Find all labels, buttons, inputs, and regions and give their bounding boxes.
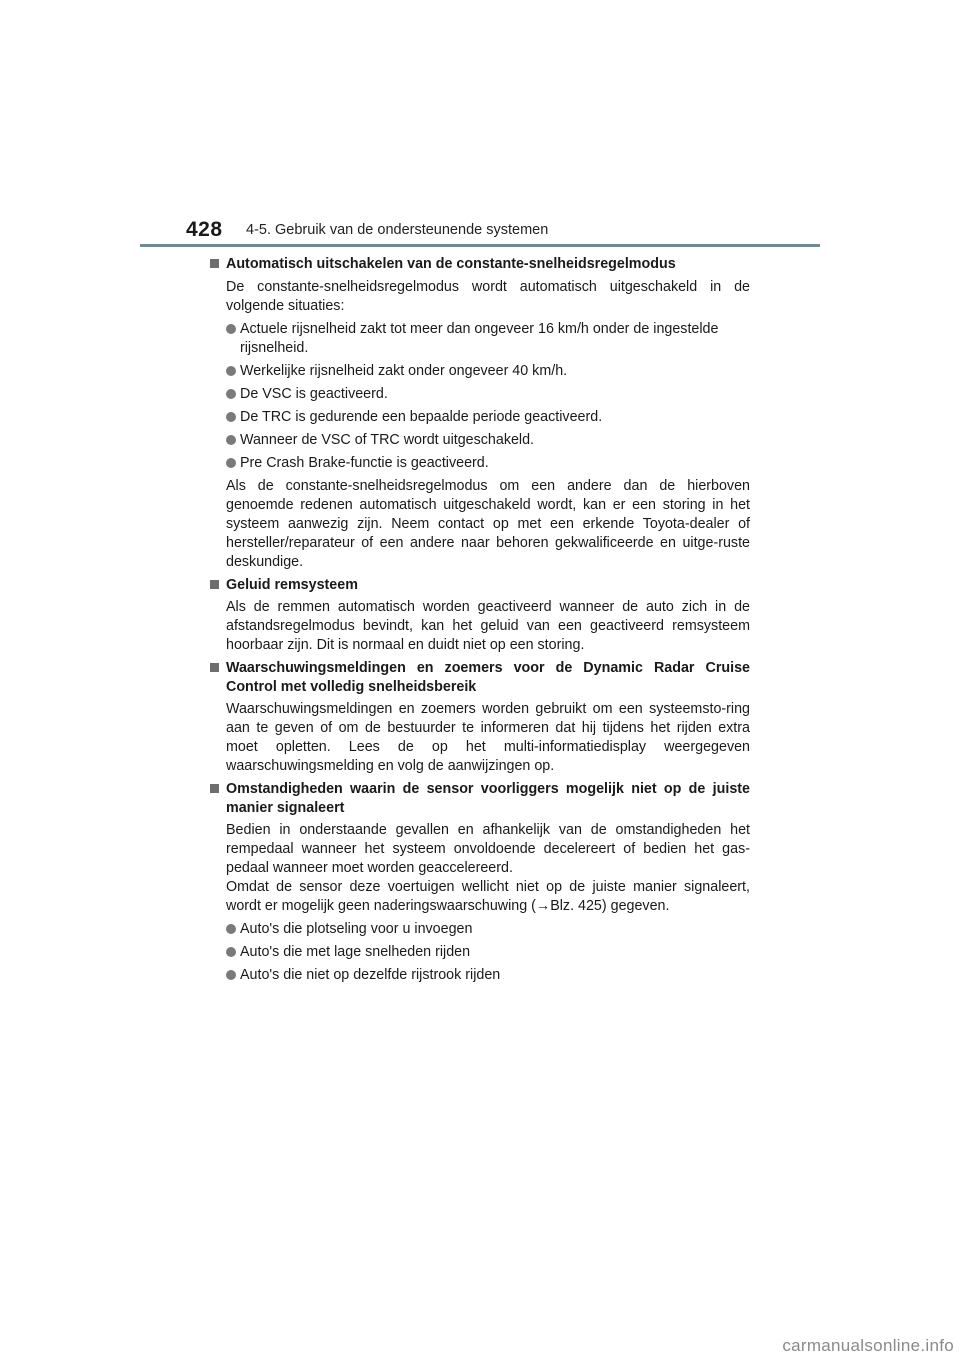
list-item: [210, 431, 750, 450]
section-heading-text: Automatisch uitschakelen van de constante-snelheidsregelmodus: [226, 256, 676, 272]
section-heading-text: Geluid remsysteem: [226, 576, 358, 593]
list-item: [210, 454, 750, 473]
list-item: [210, 966, 750, 985]
list-item: [210, 320, 750, 358]
section-heading-text: Waarschuwingsmeldingen en zoemers voor de Dynamic Radar Cruise Control met volledig snelheidsbereik: [226, 660, 750, 695]
bullet-dot-icon: [226, 389, 236, 399]
bullet-dot-icon: [226, 412, 236, 422]
square-bullet-icon: [210, 784, 219, 793]
page-content: [210, 255, 750, 989]
square-bullet-icon: [210, 580, 219, 589]
list-item: [210, 408, 750, 427]
list-item-text: Wanneer de VSC of TRC wordt uitgeschakeld.: [240, 431, 535, 448]
section-heading: [210, 780, 750, 817]
paragraph: Bedien in onderstaande gevallen en afhankelijk van de omstandigheden het rempedaal wanneer het systeem onvoldoende decelereert of bedien het gas-pedaal wanneer moet worden geaccelereerd.: [226, 822, 750, 876]
bullet-dot-icon: [226, 366, 236, 376]
section-warnings: [210, 659, 750, 776]
section-heading-text: Omstandigheden waarin de sensor voorliggers mogelijk niet op de juiste manier signaleert: [226, 781, 750, 816]
list-item: [210, 385, 750, 404]
list-item-text: De TRC is gedurende een bepaalde periode geactiveerd.: [240, 408, 603, 425]
bullet-dot-icon: [226, 324, 236, 334]
bullet-dot-icon: [226, 924, 236, 934]
section-heading: [210, 576, 750, 595]
section-title: 4-5. Gebruik van de ondersteunende systemen: [246, 222, 549, 238]
section-heading: [210, 659, 750, 696]
page-number: 428: [186, 218, 223, 241]
bullet-dot-icon: [226, 458, 236, 468]
section-brake-sound: [210, 576, 750, 656]
header-divider: [140, 244, 820, 247]
watermark: carmanualsonline.info: [782, 1336, 954, 1355]
bullet-dot-icon: [226, 947, 236, 957]
list-item-text: Werkelijke rijsnelheid zakt onder ongeveer 40 km/h.: [240, 362, 568, 379]
section-heading: [210, 255, 750, 274]
paragraph: De constante-snelheidsregelmodus wordt automatisch uitgeschakeld in de volgende situaties:: [226, 278, 750, 314]
list-item-text: Actuele rijsnelheid zakt tot meer dan ongeveer 16 km/h onder de ingestelde rijsnelheid.: [240, 320, 719, 356]
list-item: [210, 920, 750, 939]
paragraph: Omdat de sensor deze voertuigen wellicht niet op de juiste manier signaleert, wordt er mogelijk geen naderingswaarschuwing (→Blz. 425) gegeven.: [226, 879, 750, 914]
square-bullet-icon: [210, 663, 219, 672]
paragraph: Waarschuwingsmeldingen en zoemers worden gebruikt om een systeemsto-ring aan te geven of om de bestuurder te informeren dat hij tijdens het rijden extra moet opletten. Lees de op het multi-informatiedisplay weergegeven waarschuwingsmelding en volg de aanwijzingen op.: [226, 701, 750, 774]
section-sensor-conditions: [210, 780, 750, 985]
bullet-dot-icon: [226, 435, 236, 445]
square-bullet-icon: [210, 259, 219, 268]
section-auto-disable: [210, 255, 750, 572]
paragraph: Als de remmen automatisch worden geactiveerd wanneer de auto zich in de afstandsregelmodus bevindt, kan het geluid van een geactiveerd remsysteem hoorbaar zijn. Dit is normaal en duidt niet op een storing.: [226, 599, 750, 653]
paragraph: Als de constante-snelheidsregelmodus om een andere dan de hierboven genoemde redenen automatisch uitgeschakeld wordt, kan er een storing in het systeem aanwezig zijn. Neem contact op met een erkende Toyota-dealer of hersteller/reparateur of een andere naar behoren gekwalificeerde en uitge-ruste deskundige.: [226, 477, 750, 570]
bullet-dot-icon: [226, 970, 236, 980]
list-item-text: De VSC is geactiveerd.: [240, 385, 388, 402]
list-item-text: Auto's die niet op dezelfde rijstrook rijden: [240, 967, 501, 983]
list-item-text: Auto's die met lage snelheden rijden: [240, 944, 471, 960]
list-item-text: Pre Crash Brake-functie is geactiveerd.: [240, 454, 489, 471]
list-item-text: Auto's die plotseling voor u invoegen: [240, 921, 473, 937]
list-item: [210, 943, 750, 962]
list-item: [210, 362, 750, 381]
